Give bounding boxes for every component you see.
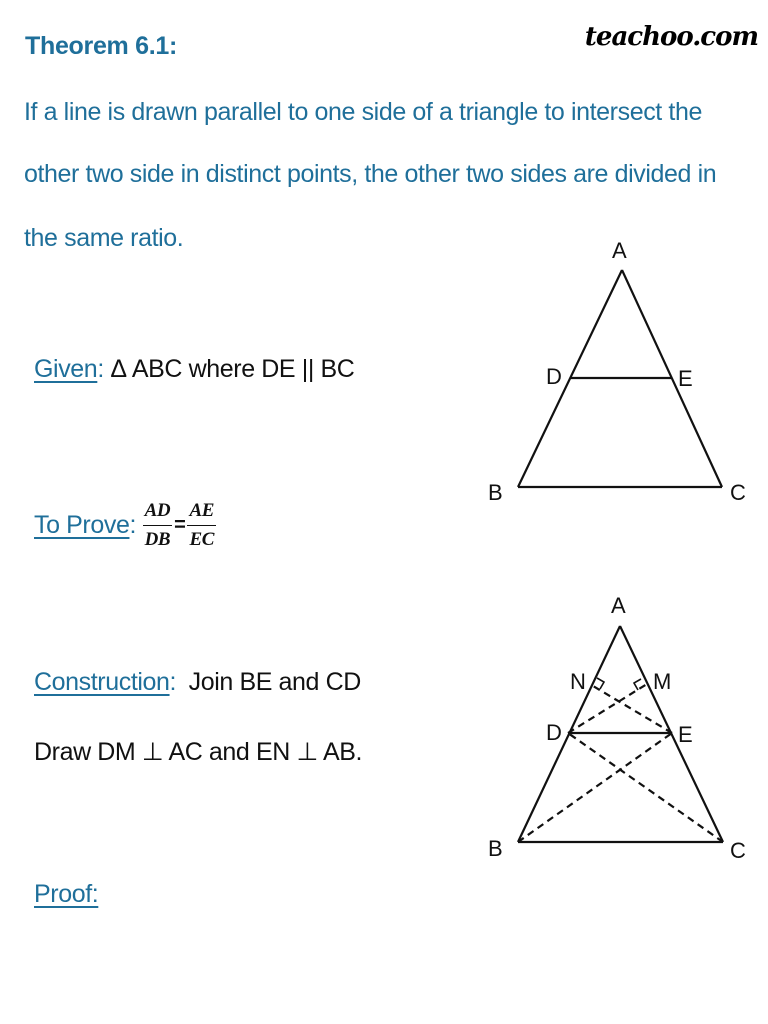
construction-line-2: Draw DM ⊥ AC and EN ⊥ AB.: [34, 738, 363, 766]
fig2-label-c: C: [730, 838, 746, 863]
given-text: Δ ABC where DE || BC: [110, 355, 355, 383]
fraction-denominator-db: DB: [144, 529, 171, 550]
fig1-label-d: D: [546, 364, 562, 389]
fig2-label-a: A: [611, 593, 626, 618]
fraction-numerator-ad: AD: [143, 500, 173, 526]
fraction-denominator-ec: EC: [189, 529, 214, 550]
given-colon: :: [97, 355, 104, 383]
dashed-line-be: [518, 733, 672, 842]
teachoo-logo: teachoo.com: [584, 22, 758, 52]
right-angle-marks: [597, 678, 641, 690]
fig1-label-b: B: [488, 480, 503, 505]
equals-sign: =: [174, 514, 186, 536]
fig2-label-m: M: [653, 669, 672, 694]
fraction-numerator-ae: AE: [187, 500, 216, 526]
fig2-label-e: E: [678, 722, 693, 747]
construction-text: Join BE and CD: [188, 668, 361, 696]
construction-dashed-lines: [518, 684, 723, 842]
theorem-statement-line-2: other two side in distinct points, the other two sides are divided in: [24, 160, 717, 188]
theorem-statement-line-1: If a line is drawn parallel to one side of a triangle to intersect the: [24, 98, 702, 126]
fig2-label-d: D: [546, 720, 562, 745]
fig1-label-a: A: [612, 238, 627, 263]
dashed-line-cd: [568, 733, 723, 842]
proof-label: Proof:: [34, 880, 99, 908]
construction-colon: :: [169, 668, 177, 696]
theorem-heading: Theorem 6.1:: [25, 32, 178, 60]
fig1-label-e: E: [678, 366, 693, 391]
fig2-label-n: N: [570, 669, 586, 694]
fig1-label-c: C: [730, 480, 746, 505]
given-label: Given: [34, 355, 98, 383]
right-angle-mark-n: [597, 678, 604, 689]
construction-label: Construction: [34, 668, 170, 696]
to-prove-label: To Prove: [34, 511, 130, 539]
theorem-statement-line-3: the same ratio.: [24, 224, 184, 252]
fig2-label-b: B: [488, 836, 503, 861]
to-prove-colon: :: [129, 511, 137, 539]
